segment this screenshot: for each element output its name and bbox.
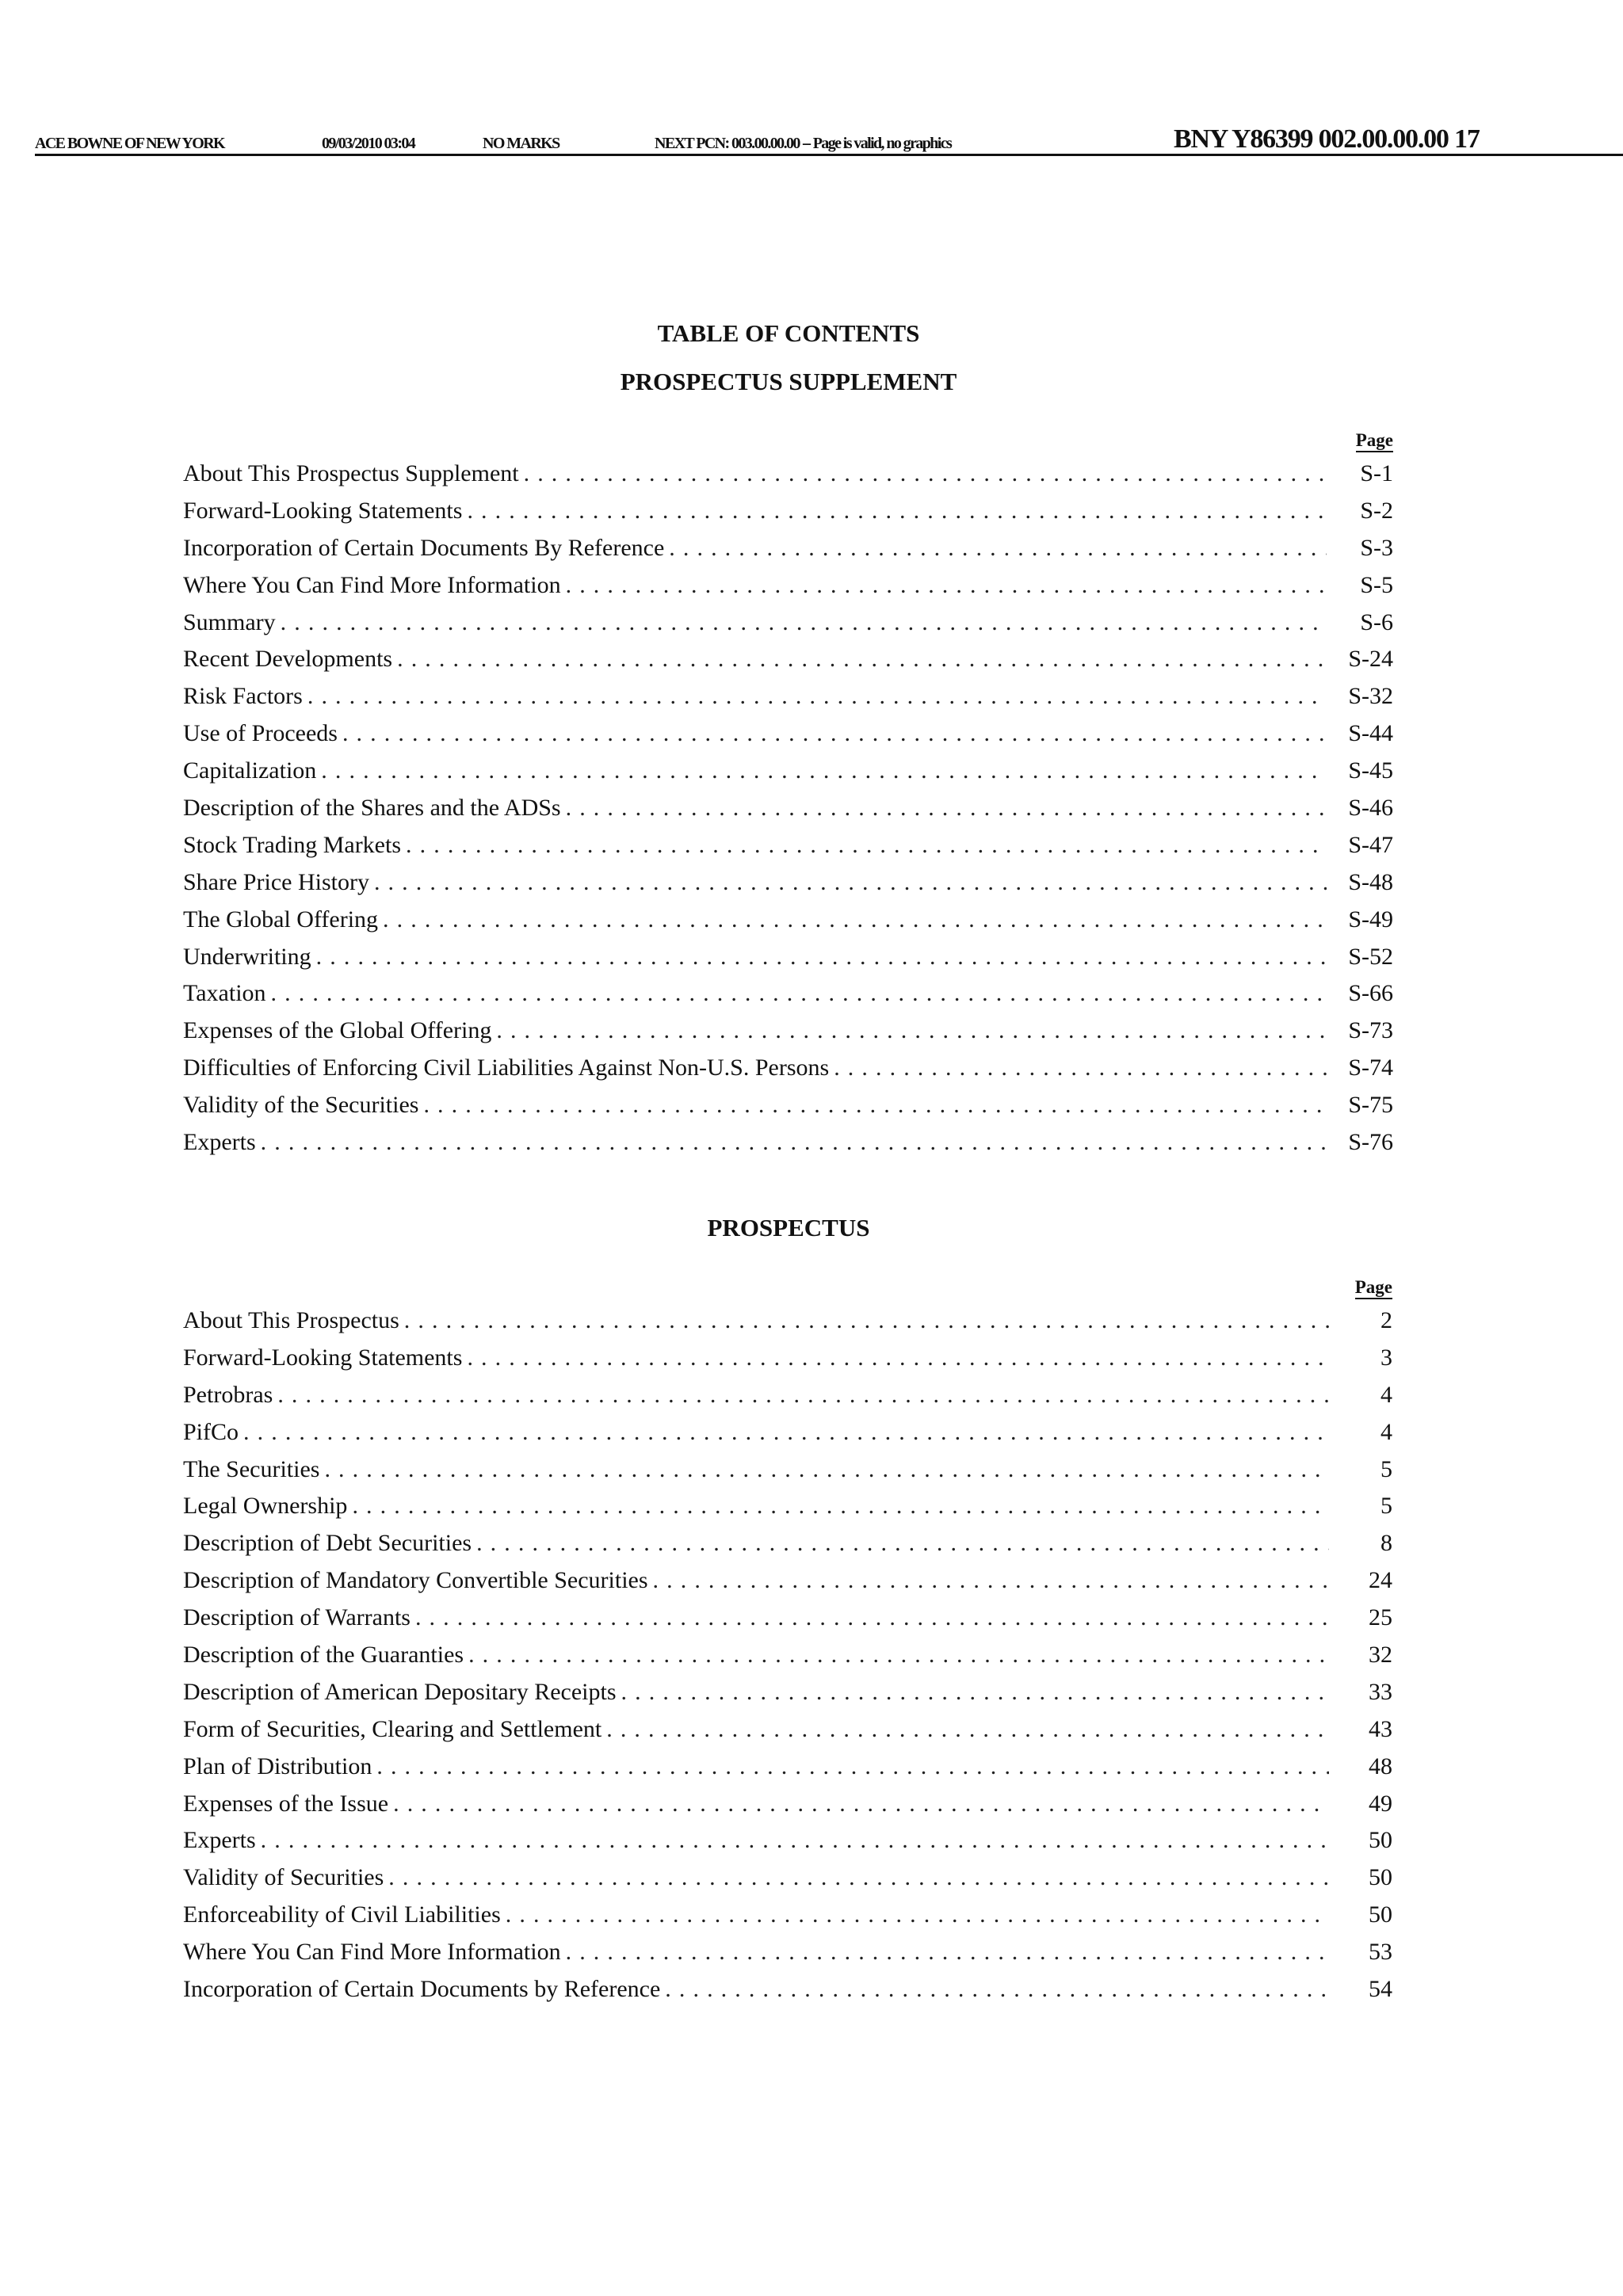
toc-entry[interactable] — [183, 493, 1393, 530]
dot-leader — [462, 493, 1327, 530]
dot-leader — [401, 827, 1327, 864]
dot-leader — [462, 1340, 1329, 1377]
toc-entry[interactable] — [183, 1934, 1392, 1971]
dot-leader — [384, 1859, 1329, 1897]
toc-entry[interactable] — [183, 1013, 1393, 1050]
toc-entry-page: S-48 — [1348, 868, 1393, 895]
toc-entry-page: S-74 — [1348, 1055, 1393, 1081]
toc-entry-page: 8 — [1381, 1530, 1392, 1557]
toc-entry-title: Expenses of the Global Offering — [183, 1017, 492, 1044]
toc-entry-page: 4 — [1381, 1381, 1392, 1408]
supplement-heading: PROSPECTUS SUPPLEMENT — [620, 368, 957, 395]
toc-entry-page: 5 — [1381, 1493, 1392, 1520]
toc-entry-title: Description of the Guaranties — [183, 1642, 464, 1669]
toc-entry-title: Description of the Shares and the ADSs — [183, 795, 561, 822]
toc-entry-title: Summary — [183, 608, 276, 635]
dot-leader — [617, 1674, 1329, 1711]
toc-entry-page: S-46 — [1348, 795, 1393, 822]
toc-entry-page: 24 — [1369, 1567, 1392, 1594]
toc-entry-page: S-3 — [1360, 534, 1393, 561]
toc-entry-title: About This Prospectus — [183, 1307, 399, 1333]
toc-entry[interactable] — [183, 1859, 1392, 1897]
toc-entry-title: Description of American Depositary Receipts — [183, 1678, 617, 1705]
toc-entry-page: S-44 — [1348, 720, 1393, 747]
toc-entry[interactable] — [183, 1087, 1393, 1124]
toc-entry[interactable] — [183, 1786, 1392, 1823]
dot-leader — [660, 1971, 1329, 2008]
dot-leader — [256, 1822, 1329, 1859]
toc-entry-page: 50 — [1369, 1827, 1392, 1854]
dot-leader — [388, 1786, 1329, 1823]
toc-entry[interactable] — [183, 753, 1393, 790]
toc-entry-page: 32 — [1369, 1642, 1392, 1669]
toc-entry-page: 50 — [1369, 1901, 1392, 1928]
toc-entry[interactable] — [183, 1302, 1392, 1340]
toc-entry[interactable] — [183, 1340, 1392, 1377]
toc-entry-page: 53 — [1369, 1939, 1392, 1966]
toc-entry-page: 4 — [1381, 1418, 1392, 1445]
toc-entry-page: S-73 — [1348, 1017, 1393, 1044]
toc-entry-title: Capitalization — [183, 757, 317, 784]
toc-entry-title: Share Price History — [183, 868, 369, 895]
dot-leader — [501, 1897, 1329, 1934]
toc-entry[interactable] — [183, 1414, 1392, 1451]
dot-leader — [303, 678, 1327, 715]
toc-entry-title: Description of Debt Securities — [183, 1530, 472, 1557]
toc-entry-page: S-5 — [1360, 571, 1393, 598]
toc-entry[interactable] — [183, 605, 1393, 642]
toc-entry-page: S-6 — [1360, 608, 1393, 635]
printer-header — [35, 124, 1623, 156]
toc-entry-page: S-24 — [1348, 646, 1393, 673]
toc-entry-title: Incorporation of Certain Documents by Reference — [183, 1976, 661, 2003]
header-firm: ACE BOWNE OF NEW YORK — [35, 135, 225, 152]
toc-entry[interactable] — [183, 1711, 1392, 1749]
dot-leader — [276, 605, 1327, 642]
toc-entry[interactable] — [183, 1600, 1392, 1637]
toc-entry-title: Taxation — [183, 980, 266, 1007]
toc-entry-title: The Global Offering — [183, 906, 379, 933]
dot-leader — [338, 715, 1327, 753]
dot-leader — [411, 1600, 1329, 1637]
toc-entry-title: Experts — [183, 1827, 256, 1854]
header-doc-id: BNY Y86399 002.00.00.00 17 — [1174, 124, 1480, 154]
toc-entry-page: 43 — [1369, 1715, 1392, 1742]
dot-leader — [664, 530, 1327, 567]
toc-entry[interactable] — [183, 864, 1393, 902]
dot-leader — [273, 1377, 1329, 1414]
header-datetime: 09/03/2010 03:04 — [322, 135, 415, 152]
toc-entry-title: Form of Securities, Clearing and Settlement — [183, 1715, 602, 1742]
toc-entry-title: Forward-Looking Statements — [183, 497, 463, 524]
dot-leader — [316, 753, 1327, 790]
toc-entry-page: S-66 — [1348, 980, 1393, 1007]
toc-entry[interactable] — [183, 641, 1393, 678]
toc-entry-title: Difficulties of Enforcing Civil Liabilities Against Non-U.S. Persons — [183, 1055, 830, 1081]
toc-entry-page: S-45 — [1348, 757, 1393, 784]
dot-leader — [369, 864, 1327, 902]
toc-entry-page: S-1 — [1360, 460, 1393, 486]
toc-entry-page: S-75 — [1348, 1092, 1393, 1119]
toc-entry-title: Petrobras — [183, 1381, 273, 1408]
toc-entry-title: Expenses of the Issue — [183, 1790, 389, 1817]
dot-leader — [561, 567, 1327, 605]
toc-entry[interactable] — [183, 678, 1393, 715]
toc-entry[interactable] — [183, 975, 1393, 1013]
dot-leader — [648, 1562, 1329, 1600]
toc-entry-title: Recent Developments — [183, 646, 393, 673]
header-next-pcn: NEXT PCN: 003.00.00.00 -- Page is valid, no graphics — [655, 135, 952, 152]
dot-leader — [519, 456, 1327, 493]
toc-entry-title: Where You Can Find More Information — [183, 571, 561, 598]
toc-entry-page: S-2 — [1360, 497, 1393, 524]
toc-entry-page: 48 — [1369, 1753, 1392, 1779]
toc-entry[interactable] — [183, 1488, 1392, 1525]
toc-entry-title: Experts — [183, 1129, 256, 1156]
toc-entry-title: Forward-Looking Statements — [183, 1344, 463, 1371]
toc-entry-title: PifCo — [183, 1418, 239, 1445]
toc-entry[interactable] — [183, 902, 1393, 939]
dot-leader — [464, 1637, 1329, 1674]
toc-entry-title: Risk Factors — [183, 683, 303, 710]
toc-entry-title: Plan of Distribution — [183, 1753, 372, 1779]
page-column-label: Page — [183, 425, 1393, 456]
dot-leader — [392, 641, 1327, 678]
toc-entry[interactable] — [183, 530, 1393, 567]
toc-entry[interactable] — [183, 1050, 1393, 1087]
toc-entry-title: Validity of Securities — [183, 1864, 384, 1891]
toc-title: TABLE OF CONTENTS — [657, 319, 920, 347]
dot-leader — [561, 1934, 1329, 1971]
dot-leader — [372, 1749, 1329, 1786]
toc-entry[interactable] — [183, 790, 1393, 827]
toc-entry-page: 5 — [1381, 1455, 1392, 1482]
dot-leader — [472, 1525, 1329, 1562]
supplement-toc — [183, 425, 1393, 1161]
toc-entry[interactable] — [183, 1674, 1392, 1711]
toc-entry-page: 33 — [1369, 1678, 1392, 1705]
toc-entry[interactable] — [183, 1525, 1392, 1562]
toc-entry-title: Underwriting — [183, 943, 311, 970]
toc-entry[interactable] — [183, 1562, 1392, 1600]
dot-leader — [266, 975, 1327, 1013]
toc-entry[interactable] — [183, 1822, 1392, 1859]
toc-entry-page: S-32 — [1348, 683, 1393, 710]
toc-entry[interactable] — [183, 827, 1393, 864]
toc-entry-title: Description of Warrants — [183, 1604, 411, 1631]
toc-entry-page: 54 — [1369, 1976, 1392, 2003]
toc-entry-title: Description of Mandatory Convertible Securities — [183, 1567, 648, 1594]
dot-leader — [491, 1013, 1327, 1050]
toc-entry-page: 50 — [1369, 1864, 1392, 1891]
dot-leader — [239, 1414, 1329, 1451]
dot-leader — [829, 1050, 1327, 1087]
dot-leader — [561, 790, 1327, 827]
dot-leader — [378, 902, 1327, 939]
toc-entry[interactable] — [183, 456, 1393, 493]
dot-leader — [347, 1488, 1329, 1525]
toc-entry-page: S-49 — [1348, 906, 1393, 933]
toc-entry-title: Stock Trading Markets — [183, 831, 402, 858]
toc-entry-title: Legal Ownership — [183, 1493, 348, 1520]
header-marks: NO MARKS — [483, 135, 559, 152]
dot-leader — [418, 1087, 1327, 1124]
dot-leader — [319, 1451, 1329, 1489]
toc-entry[interactable] — [183, 567, 1393, 605]
dot-leader — [311, 939, 1327, 976]
prospectus-heading: PROSPECTUS — [707, 1214, 870, 1241]
toc-entry-page: S-47 — [1348, 831, 1393, 858]
toc-entry[interactable] — [183, 1971, 1392, 2008]
toc-entry[interactable] — [183, 1637, 1392, 1674]
prospectus-toc — [183, 1272, 1392, 2008]
toc-entry-title: Enforceability of Civil Liabilities — [183, 1901, 501, 1928]
toc-entry-title: The Securities — [183, 1455, 320, 1482]
toc-entry[interactable] — [183, 1897, 1392, 1934]
toc-entry-page: S-76 — [1348, 1129, 1393, 1156]
dot-leader — [601, 1711, 1329, 1749]
toc-entry[interactable] — [183, 715, 1393, 753]
toc-entry[interactable] — [183, 1451, 1392, 1489]
toc-entry[interactable] — [183, 1749, 1392, 1786]
dot-leader — [256, 1124, 1327, 1161]
page-column-label: Page — [183, 1272, 1392, 1302]
toc-entry[interactable] — [183, 939, 1393, 976]
toc-entry-title: Where You Can Find More Information — [183, 1939, 561, 1966]
toc-entry-page: S-52 — [1348, 943, 1393, 970]
toc-entry-page: 2 — [1381, 1307, 1392, 1333]
toc-entry[interactable] — [183, 1377, 1392, 1414]
toc-entry-title: Use of Proceeds — [183, 720, 338, 747]
toc-entry[interactable] — [183, 1124, 1393, 1161]
toc-entry-title: About This Prospectus Supplement — [183, 460, 519, 486]
dot-leader — [399, 1302, 1329, 1340]
toc-entry-title: Incorporation of Certain Documents By Reference — [183, 534, 665, 561]
toc-entry-page: 49 — [1369, 1790, 1392, 1817]
toc-entry-page: 25 — [1369, 1604, 1392, 1631]
toc-entry-page: 3 — [1381, 1344, 1392, 1371]
toc-entry-title: Validity of the Securities — [183, 1092, 419, 1119]
